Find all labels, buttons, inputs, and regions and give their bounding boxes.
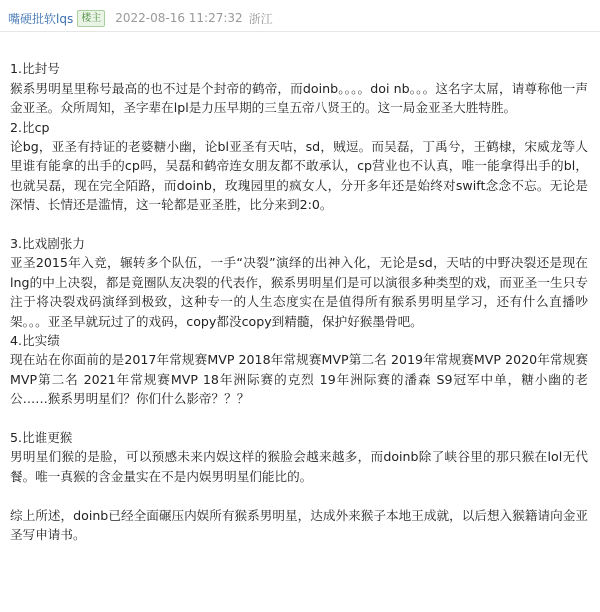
section-heading: 2.比cp (10, 119, 50, 135)
spacer (10, 40, 588, 59)
username-link[interactable]: 嘴硬批软lqs (8, 11, 74, 26)
spacer (10, 215, 588, 234)
spacer (10, 486, 588, 505)
post-datetime: 2022-08-16 11:27:32 (115, 11, 243, 25)
section-body: 论bg，亚圣有持证的老婆糖小幽，论bl亚圣有天咕，sd，贼逗。而吴磊，丁禹兮，王鹤棣，宋威龙等人里谁有能拿的出手的cp吗，吴磊和鹤帝连女朋友都不敢承认，cp营业也不认真，唯一能拿得出手的bl，也就吴磊，现在完全陌路，而doinb，玫瑰园里的疯女人，分开多年还是始终对swift念念不忘。无论是深情、长情还是滥情，这一轮都是亚圣胜，比分来到2:0。 (10, 139, 588, 213)
section-body: 猴系男明星里称号最高的也不过是个封帝的鹤帝，而doinb。。。。doi nb。。。这名字太屌，请尊称他一声金亚圣。众所周知，圣字辈在lpl是力压早期的三皇五帝八贤王的。这一局金亚圣大胜特胜。 (10, 80, 588, 116)
post-location: 浙江 (248, 11, 273, 26)
spacer (10, 409, 588, 428)
section-heading: 4.比实绩 (10, 333, 60, 349)
post-content (10, 40, 588, 545)
header-divider (0, 31, 600, 32)
section-body: 现在站在你面前的是2017年常规赛MVP 2018年常规赛MVP第二名 2019年常规赛MVP 2020年常规赛MVP第二名 2021年常规赛MVP 18年洲际赛的克烈 19年洲际赛的潘森 S9冠军中单，糖小幽的老公……猴系男明星们？你们什么影帝？？？ (10, 352, 588, 407)
op-badge: 楼主 (77, 10, 105, 27)
post-header (8, 8, 273, 28)
section-body: 男明星们猴的是脸，可以预感未来内娱这样的猴脸会越来越多，而doinb除了峡谷里的那只猴在lol无代餐。唯一真猴的含金量实在不是内娱男明星们能比的。 (10, 449, 588, 484)
section-body: 亚圣2015年入竞，辗转多个队伍，一手“决裂”演绎的出神入化，无论是sd，天咕的中野决裂还是现在lng的中上决裂，都是竟圈队友决裂的代表作，猴系男明星们是可以演很多种类型的戏，而亚圣一生只专注于将决裂戏码演绎到极致，这种专一的人生态度实在是值得所有猴系男明星学习，还有什么直播吵架。。。亚圣早就玩过了的戏码，copy都没copy到精髓，保护好猴墨骨吧。 (10, 255, 588, 329)
conclusion-text: 综上所述，doinb已经全面碾压内娱所有猴系男明星，达成外来猴子本地王成就，以后想入猴籍请向金亚圣写申请书。 (10, 507, 588, 543)
section-heading: 3.比戏剧张力 (10, 236, 85, 252)
section-heading: 1.比封号 (10, 61, 60, 77)
section-heading: 5.比谁更猴 (10, 430, 73, 446)
